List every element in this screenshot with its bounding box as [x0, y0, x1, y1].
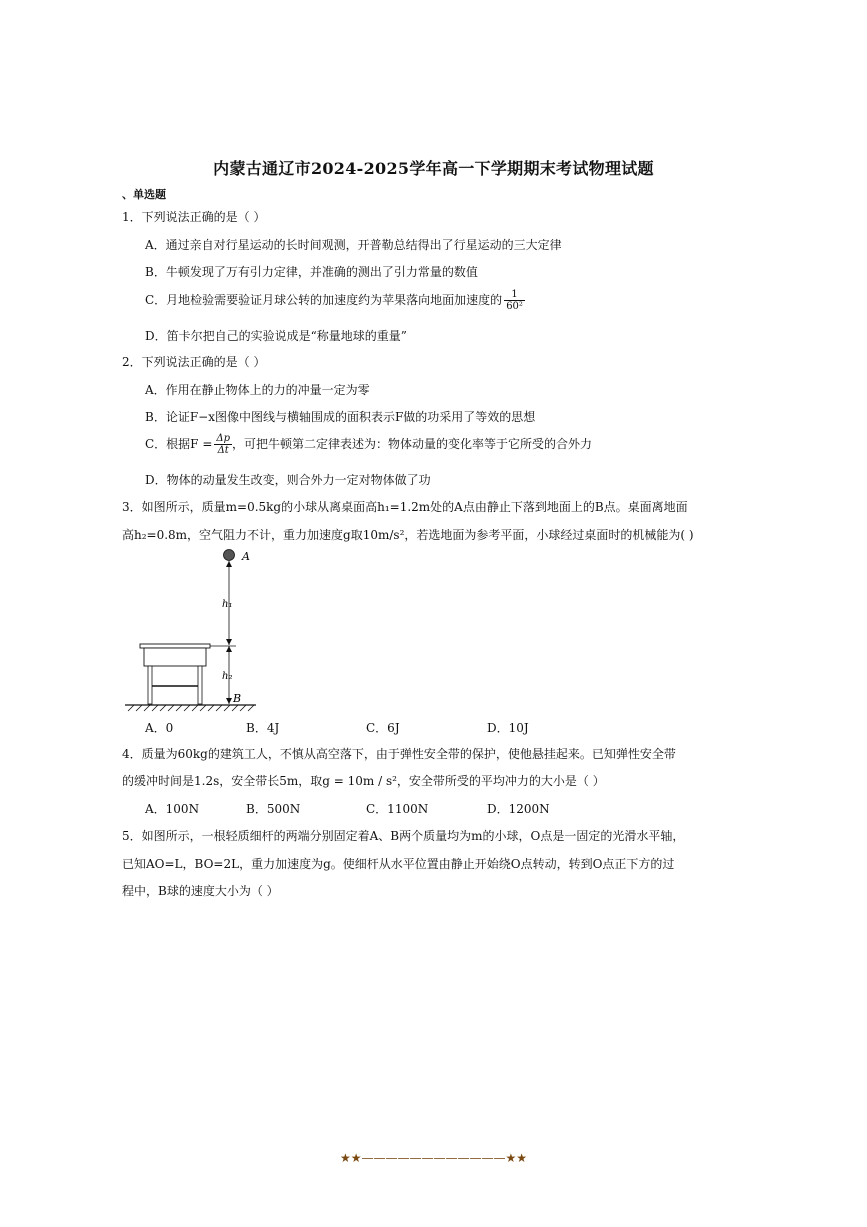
q4-option-a: A．100N: [145, 802, 200, 816]
q1-option-d: D．笛卡尔把自己的实验说成是“称量地球的重量”: [145, 329, 407, 343]
q4-line-1: 4．质量为60kg的建筑工人，不慎从高空落下，由于弹性安全带的保护，使他悬挂起来。已知弹性安全带: [122, 747, 676, 761]
q1-option-b: B．牛顿发现了万有引力定律，并准确的测出了引力常量的数值: [145, 265, 478, 279]
q1-c-numerator: 1: [504, 289, 525, 301]
ball-icon: [224, 550, 235, 561]
q4-option-d: D．1200N: [487, 802, 550, 816]
q2-option-c-text: C．根据F =: [145, 437, 213, 451]
q5-line-2: 已知AO=L，BO=2L，重力加速度为g。使细杆从水平位置由静止开始绕O点转动，转到O点正下方的过: [122, 857, 675, 871]
q2-option-c-rest: ，可把牛顿第二定律表述为：物体动量的变化率等于它所受的合外力: [232, 437, 593, 451]
q4-option-c: C．1100N: [366, 802, 429, 816]
footer-ornament: [0, 1151, 867, 1165]
q3-figure-table-ball: [120, 545, 260, 715]
table-body: [144, 648, 206, 666]
ground-hatching: [128, 705, 254, 711]
q1-c-denominator: 60²: [506, 301, 523, 312]
q3-option-c: C．6J: [366, 721, 400, 735]
h2-arrow-top: [226, 646, 232, 652]
q2-option-b: B．论证F−x图像中图线与横轴围成的面积表示F做的功采用了等效的思想: [145, 410, 536, 424]
q3-option-b: B．4J: [246, 721, 280, 735]
q2-stem: 2．下列说法正确的是（ ）: [122, 355, 266, 369]
q1-option-c-text: C．月地检验需要验证月球公转的加速度约为苹果落向地面加速度的: [145, 293, 503, 307]
section-heading: 、单选题: [122, 188, 166, 201]
q3-option-a: A．0: [145, 721, 174, 735]
q2-option-a: A．作用在静止物体上的力的冲量一定为零: [145, 383, 370, 397]
point-b-label: B: [233, 692, 242, 705]
q4-line-2: 的缓冲时间是1.2s，安全带长5m，取g = 10m / s²，安全带所受的平均冲力的大小是（ ）: [122, 774, 605, 788]
table-leg-left: [148, 666, 152, 704]
table-top: [140, 644, 210, 648]
h1-arrow-top: [226, 561, 232, 567]
page-title: 内蒙古通辽市2024-2025学年高一下学期期末考试物理试题: [213, 159, 654, 178]
q1-option-a: A．通过亲自对行星运动的长时间观测，开普勒总结得出了行星运动的三大定律: [145, 238, 562, 252]
q5-line-3: 程中，B球的速度大小为（ ）: [122, 884, 279, 898]
q3-option-d: D．10J: [487, 721, 529, 735]
h1-arrow-bottom: [226, 639, 232, 645]
q3-line-1: 3．如图所示，质量m=0.5kg的小球从离桌面高h₁=1.2m处的A点由静止下落到地面上的B点。桌面离地面: [122, 500, 688, 514]
footer-stars-line: ★★————————————★★: [339, 1151, 528, 1165]
h2-arrow-bottom: [226, 698, 232, 704]
table-leg-right: [198, 666, 202, 704]
point-a-label: A: [242, 550, 250, 563]
q5-line-1: 5．如图所示，一根轻质细杆的两端分别固定着A、B两个质量均为m的小球，O点是一固定的光滑水平轴，: [122, 829, 685, 843]
q2-option-c: [145, 433, 592, 456]
q3-line-2: 高h₂=0.8m，空气阻力不计，重力加速度g取10m/s²，若选地面为参考平面，小球经过桌面时的机械能为( ): [122, 528, 694, 542]
q2-c-numerator: Δp: [216, 433, 231, 444]
q1-option-c: [145, 289, 525, 312]
q1-option-c-fraction: [504, 289, 525, 312]
q2-option-c-fraction: [214, 433, 232, 456]
h2-label: h₂: [222, 671, 233, 682]
q1-stem: 1．下列说法正确的是（ ）: [122, 210, 266, 224]
h1-label: h₁: [222, 599, 233, 610]
q2-c-denominator: Δt: [217, 445, 229, 456]
q4-option-b: B．500N: [246, 802, 301, 816]
q2-option-d: D．物体的动量发生改变，则合外力一定对物体做了功: [145, 473, 431, 487]
